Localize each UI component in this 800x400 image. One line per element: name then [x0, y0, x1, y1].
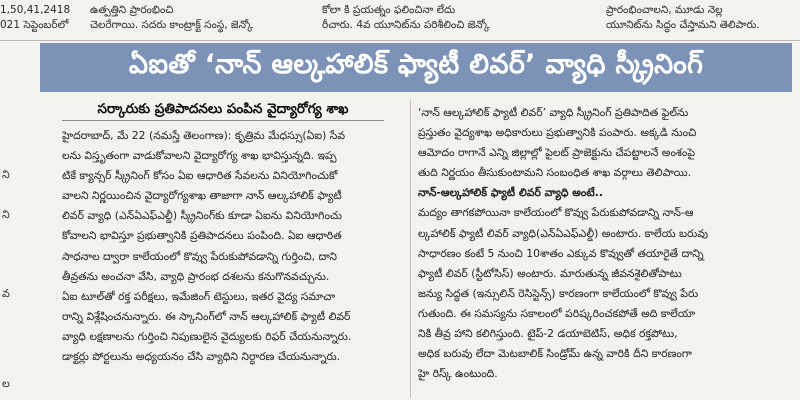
top-strip-col-2: [90, 3, 290, 33]
text-line: కోవాలని భావిస్తూ ప్రభుత్వానికి ప్రతిపాదనలు పంపింది. ఏఐ ఆధారిత: [62, 229, 342, 243]
article-subheadline: సర్కారుకు ప్రతిపాదనలు పంపిన వైద్యారోగ్య శాఖ: [97, 101, 349, 117]
text-line: కోలా కి ప్రయత్నం ఫలించినా లేదు: [322, 4, 456, 16]
text-line: రీచారు. 4వ యూనిట్‌ను పరిశీలించి జెన్కో: [322, 19, 490, 31]
text-line: నికి తీవ్ర హాని కలిగిస్తుంది. టైప్-2 డయాబెటిస్, అధిక రక్తపోటు,: [418, 327, 678, 341]
text-line: హై రిస్క్ ఉంటుంది.: [418, 367, 498, 381]
text-line: వాలని నిర్ణయించిన వైద్యారోగ్యశాఖ తాజాగా నాన్ ఆల్కహాలిక్ ఫ్యాటీ: [62, 189, 342, 203]
headline-band: [40, 43, 792, 92]
text-line: ప్రారంభించాలని, మూడు నెల్ల: [606, 4, 723, 16]
top-strip-col-4: [606, 3, 800, 33]
text-line: టికే క్యాన్సర్ స్క్రీనింగ్ కోసం ఏఐ ఆధారిత సేవలను వినియోగించుకో: [62, 169, 338, 183]
gutter-fragment: ని: [2, 208, 10, 221]
article-right-column: [418, 103, 796, 384]
text-line: మద్యం తాగకపోయినా కాలేయంలో కొవ్వు పేరుకుపోవడాన్ని నాన్-ఆ: [418, 206, 694, 220]
section-heading: నాన్-ఆల్కహాలిక్ ఫ్యాటీ లివర్ వ్యాధి అంటే..: [418, 186, 603, 200]
article-headline: ఏఐతో ‘నాన్ ఆల్కహాలిక్ ఫ్యాటీ లివర్’ వ్యాధి స్క్రీనింగ్: [128, 48, 704, 80]
text-line: యూనిట్‌ను సిద్ధం చేస్తామని తెలిపారు.: [606, 19, 760, 31]
subhead-rule: [62, 120, 384, 121]
text-line: తీవ్రతను అంచనా వేసి, వ్యాధి ప్రారంభ దశలను కనుగొనవచ్చును.: [62, 269, 330, 283]
text-line: లివర్ వ్యాధి (ఎన్ఏఎఫ్ఎల్డీ) స్క్రీనింగ్‌కు కూడా ఏఐను వినియోగించు: [62, 209, 342, 223]
text-line: అధిక బరువు లేదా మెటబాలిక్ సిండ్రోమ్ ఉన్న వారికి దీని కారణంగా: [418, 347, 692, 361]
text-line: ఆమోదం రాగానే ఎన్ని జిల్లాల్లో పైలట్ ప్రాజెక్టును చేపట్టాలనే అంశంపై: [418, 146, 696, 160]
text-line: డాక్టర్లు పోర్టలును అధ్యయనం చేసి వ్యాధిని నిర్ధారణ చేయనున్నారు.: [62, 350, 341, 364]
left-gutter-fragments: [0, 42, 34, 400]
text-line: ఉత్పత్తిని ప్రారంభించి: [90, 4, 174, 16]
text-line: రాన్ని విశ్లేషించనున్నారు. ఈ స్కానింగ్‌లో నాన్ ఆల్కహాలిక్ ఫ్యాటీ లివర్: [62, 309, 351, 323]
gutter-fragment: వ: [2, 287, 10, 300]
text-line: సాధనాల ద్వారా కాలేయంలో కొవ్వు పేరుకుపోవడాన్ని గుర్తించి, దాని: [62, 249, 338, 263]
text-line: తుది నిర్ణయం తీసుకుంటామని సంబంధిత శాఖ వర్గాలు తెలిపాయి.: [418, 166, 692, 180]
text-line: గుతుంది. ఈ సమస్యను సకాలంలో పరిష్కరించకపోతే అది కాలేయా: [418, 306, 696, 320]
column-divider: [410, 100, 411, 398]
text-line: ల్కహాలిక్ ఫ్యాటీ లివర్ వ్యాధి(ఎన్ఏఎఫ్ఎల్డీ) అంటారు. కాలేయ బరువు: [418, 226, 709, 240]
text-line: లను విస్తృతంగా వాడుకోవాలని వైద్యారోగ్య శాఖ భావిస్తున్నది. ఇప్ప: [62, 149, 337, 163]
text-line: 1,50,41,2418: [0, 4, 71, 16]
text-line: 021 సెప్టెంబర్‌లో: [0, 19, 69, 31]
text-line: వ్యాధి లక్షణాలను గుర్తించి నిపుణులైన వైద్యులకు రిఫర్ చేయనున్నారు.: [62, 329, 352, 343]
text-line: ప్రస్తుతం వైద్యశాఖ అధికారులు ప్రభుత్వానికి పంపారు. అక్కడి నుంచి: [418, 126, 697, 140]
article-left-column: [62, 126, 404, 367]
text-line: సాధారణం కంటే 5 నుంచి 10శాతం ఎక్కువ కొవ్వుతో తయారైతే దాన్ని: [418, 246, 704, 260]
top-strip-col-1: [0, 3, 82, 33]
previous-article-strip: [0, 0, 800, 41]
text-line: హైదరాబాద్, మే 22 (నమస్తే తెలంగాణ): కృత్రిమ మేధస్సు(ఏఐ) సేవ: [62, 129, 346, 142]
gutter-fragment: ల: [2, 377, 10, 390]
top-strip-col-3: [322, 3, 597, 33]
text-line: చెలరేగాయి. సదరు కాంట్రాక్ట్ సంస్థ, జెన్కో: [90, 19, 254, 31]
text-line: ‘నాన్ ఆల్కహాలిక్ ఫ్యాటీ లివర్’ వ్యాధి స్క్రీనింగ్ ప్రతిపాదిత ఫైల్‌ను: [418, 106, 689, 119]
text-line: ఫ్యాటీ లివర్ (స్టీటోసిస్) అంటారు. మారుతున్న జీవనశైలితోపాటు: [418, 266, 682, 280]
gutter-fragment: ని: [2, 168, 10, 181]
text-line: ఏఐ టూల్‌తో రక్త పరీక్షలు, ఇమేజింగ్ టెస్టులు, ఇతర వైద్య సమాచా: [62, 289, 336, 303]
text-line: జన్యు సిద్ధత (ఇన్సులిన్ రెసిస్టెన్స్) కారణంగా కాలేయంలో కొవ్వు పేరు: [418, 286, 699, 300]
